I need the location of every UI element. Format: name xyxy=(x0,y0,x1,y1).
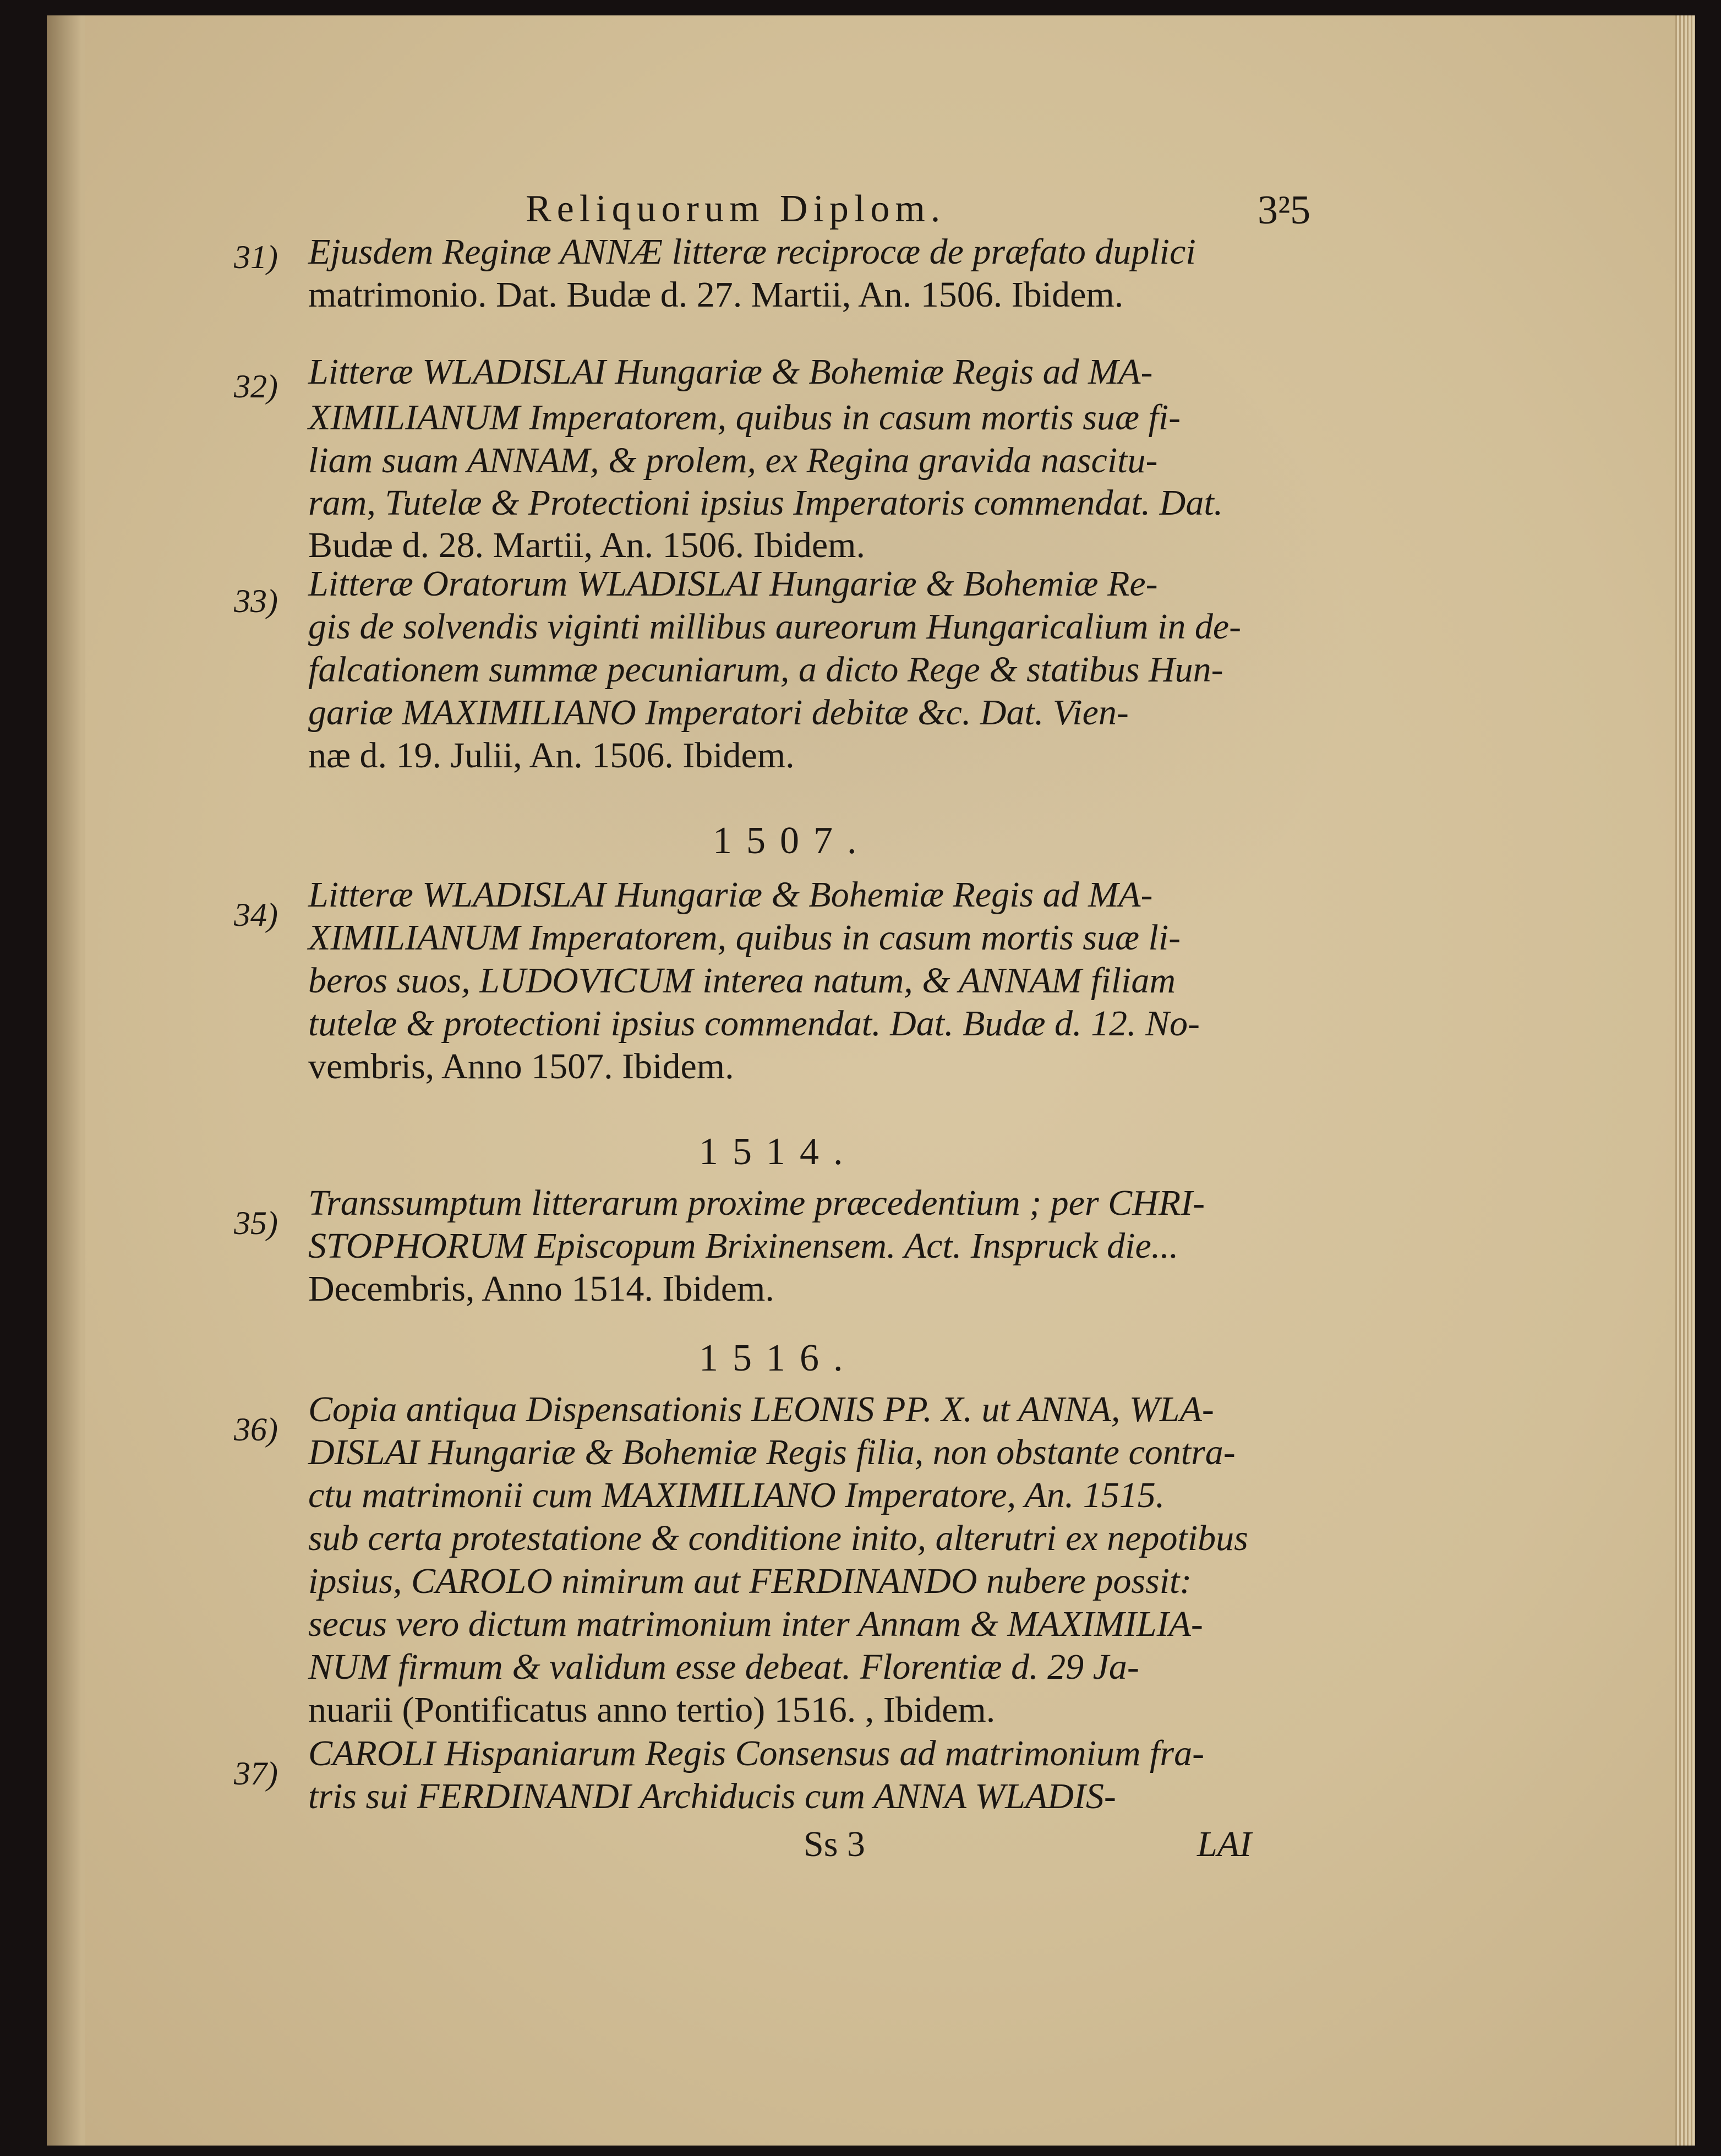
entry-number: 35) xyxy=(234,1205,278,1241)
entry-line: Transsumptum litterarum proxime præcedentium ; per CHRI- xyxy=(308,1183,1205,1223)
entry-line: Litteræ Oratorum WLADISLAI Hungariæ & Bohemiæ Re- xyxy=(308,564,1158,604)
entry-line: matrimonio. Dat. Budæ d. 27. Martii, An. 1506. Ibidem. xyxy=(308,275,1124,315)
entry-line: DISLAI Hungariæ & Bohemiæ Regis filia, non obstante contra- xyxy=(308,1432,1236,1472)
entry-line: sub certa protestatione & conditione inito, alterutri ex nepotibus xyxy=(308,1518,1248,1558)
page-gutter xyxy=(47,15,85,2146)
book-page xyxy=(47,15,1695,2146)
entry-line: XIMILIANUM Imperatorem, quibus in casum mortis suæ fi- xyxy=(308,397,1181,438)
entry-line: ipsius, CAROLO nimirum aut FERDINANDO nubere possit: xyxy=(308,1561,1192,1601)
entry-line: XIMILIANUM Imperatorem, quibus in casum mortis suæ li- xyxy=(308,918,1181,958)
year-heading: 1516. xyxy=(699,1337,857,1379)
entry-line: Decembris, Anno 1514. Ibidem. xyxy=(308,1269,774,1309)
entry-number: 32) xyxy=(234,368,278,405)
page-fore-edge xyxy=(1675,15,1695,2146)
entry-number: 34) xyxy=(234,897,278,933)
entry-number: 33) xyxy=(234,583,278,619)
entry-line: ctu matrimonii cum MAXIMILIANO Imperatore, An. 1515. xyxy=(308,1475,1165,1515)
entry-line: ram, Tutelæ & Protectioni ipsius Imperatoris commendat. Dat. xyxy=(308,483,1223,523)
entry-line: Litteræ WLADISLAI Hungariæ & Bohemiæ Regis ad MA- xyxy=(308,875,1153,915)
entry-line: NUM firmum & validum esse debeat. Florentiæ d. 29 Ja- xyxy=(308,1647,1139,1687)
entry-line: secus vero dictum matrimonium inter Annam & MAXIMILIA- xyxy=(308,1604,1203,1644)
entry-line: STOPHORUM Episcopum Brixinensem. Act. Inspruck die... xyxy=(308,1226,1179,1266)
entry-number: 36) xyxy=(234,1411,278,1448)
signature-mark: Ss 3 xyxy=(804,1824,865,1864)
page-number: 3²5 xyxy=(1258,188,1311,233)
entry-line: CAROLI Hispaniarum Regis Consensus ad matrimonium fra- xyxy=(308,1733,1205,1773)
year-heading: 1514. xyxy=(699,1131,857,1173)
entry-line: nuarii (Pontificatus anno tertio) 1516. , Ibidem. xyxy=(308,1690,996,1730)
catchword: LAI xyxy=(1197,1824,1252,1864)
entry-line: Budæ d. 28. Martii, An. 1506. Ibidem. xyxy=(308,525,865,565)
entry-line: tutelæ & protectioni ipsius commendat. Dat. Budæ d. 12. No- xyxy=(308,1003,1200,1044)
entry-line: næ d. 19. Julii, An. 1506. Ibidem. xyxy=(308,735,795,776)
year-heading: 1507. xyxy=(713,820,871,862)
entry-line: Copia antiqua Dispensationis LEONIS PP. X. ut ANNA, WLA- xyxy=(308,1389,1214,1429)
entry-line: liam suam ANNAM, & prolem, ex Regina gravida nascitu- xyxy=(308,440,1158,481)
running-head: Reliquorum Diplom. xyxy=(526,188,946,230)
entry-line: beros suos, LUDOVICUM interea natum, & ANNAM filiam xyxy=(308,960,1176,1001)
entry-line: Litteræ WLADISLAI Hungariæ & Bohemiæ Regis ad MA- xyxy=(308,352,1153,392)
entry-line: falcationem summæ pecuniarum, a dicto Rege & statibus Hun- xyxy=(308,649,1223,690)
entry-line: vembris, Anno 1507. Ibidem. xyxy=(308,1046,734,1087)
entry-line: Ejusdem Reginæ ANNÆ litteræ reciprocæ de præfato duplici xyxy=(308,232,1196,272)
entry-line: gariæ MAXIMILIANO Imperatori debitæ &c. Dat. Vien- xyxy=(308,692,1129,733)
entry-number: 37) xyxy=(234,1755,278,1792)
entry-line: tris sui FERDINANDI Archiducis cum ANNA WLADIS- xyxy=(308,1776,1116,1816)
entry-number: 31) xyxy=(234,239,278,275)
entry-line: gis de solvendis viginti millibus aureorum Hungaricalium in de- xyxy=(308,607,1242,647)
